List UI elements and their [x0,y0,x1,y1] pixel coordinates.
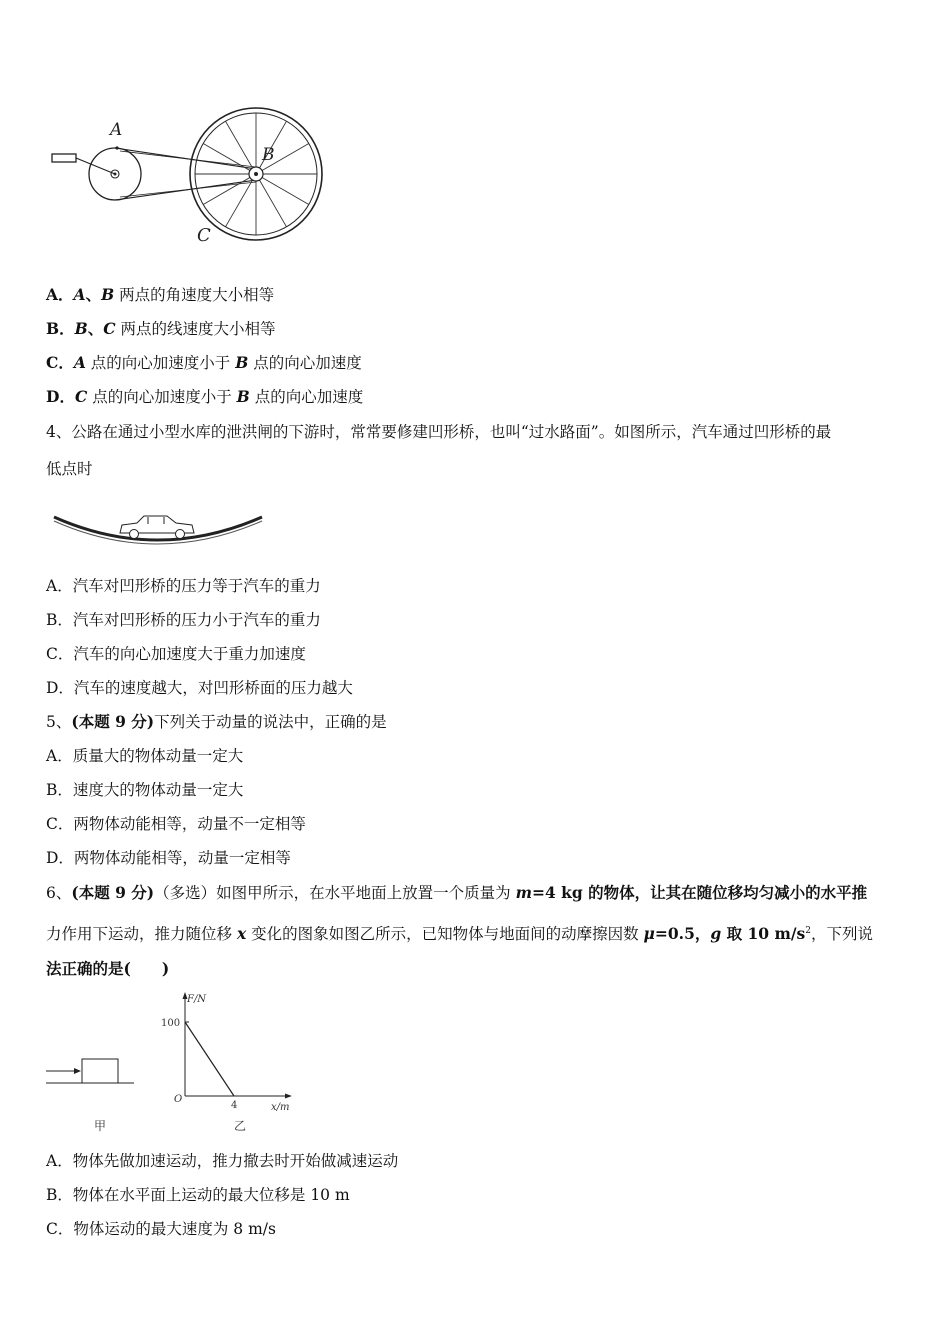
q3-option-a: A．A、B 两点的角速度大小相等 [46,285,275,304]
q6-stem-line1: 6、(本题 9 分)（多选）如图甲所示，在水平地面上放置一个质量为 m=4 kg 的物体，让其在随位移均匀减小的水平推 [46,883,868,902]
point-a [115,146,118,149]
caption-yi: 乙 [234,1119,247,1133]
force-line [185,1022,234,1096]
bicycle-figure [40,105,340,250]
q5-option-c: C．两物体动能相等，动量不一定相等 [46,815,306,833]
label-a: A [110,120,123,140]
q3-option-b: B．B、C 两点的线速度大小相等 [46,319,276,338]
q5-option-d: D．两物体动能相等，动量一定相等 [46,849,291,867]
label-c: C [197,225,211,246]
q6-option-b: B．物体在水平面上运动的最大位移是 10 m [46,1186,350,1204]
q4-stem-line1: 4、公路在通过小型水库的泄洪闸的下游时，常常要修建凹形桥，也叫“过水路面”。如图所示，汽车通过凹形桥的最 [46,423,832,441]
car-icon [120,516,194,539]
concave-bridge-figure [52,505,267,550]
q5-option-a: A．质量大的物体动量一定大 [46,747,244,765]
y-tick-label: 100 [161,1018,181,1029]
block [82,1059,118,1083]
q4-option-b: B．汽车对凹形桥的压力小于汽车的重力 [46,611,321,629]
q4-option-c: C．汽车的向心加速度大于重力加速度 [46,645,306,663]
q5-stem: 5、(本题 9 分)下列关于动量的说法中，正确的是 [46,712,387,731]
label-b: B [262,145,275,165]
figure-jia [44,1050,139,1135]
q4-option-d: D．汽车的速度越大，对凹形桥面的压力越大 [46,679,353,697]
crank-arm [76,158,115,174]
y-axis-label: F/N [187,994,207,1005]
x-axis-label: x/m [271,1102,290,1113]
q6-option-c: C．物体运动的最大速度为 8 m/s [46,1220,276,1238]
q3-option-d: D．C 点的向心加速度小于 B 点的向心加速度 [46,387,364,406]
caption-jia: 甲 [94,1119,107,1133]
q3-option-c: C．A 点的向心加速度小于 B 点的向心加速度 [46,353,362,372]
pedal [52,154,76,162]
q4-stem-line2: 低点时 [46,460,93,478]
q6-option-a: A．物体先做加速运动，推力撤去时开始做减速运动 [46,1152,399,1170]
x-tick-label: 4 [231,1100,238,1111]
figure-yi-chart [158,988,298,1136]
q6-stem-line3: 法正确的是( ) [46,959,170,978]
q6-stem-line2: 力作用下运动，推力随位移 x 变化的图象如图乙所示，已知物体与地面间的动摩擦因数 μ=0.5，g 取 10 $m/s^2$，下列说 [46,924,874,944]
origin-label: O [174,1094,183,1105]
q5-option-b: B．速度大的物体动量一定大 [46,781,244,799]
q4-option-a: A．汽车对凹形桥的压力等于汽车的重力 [46,577,321,595]
